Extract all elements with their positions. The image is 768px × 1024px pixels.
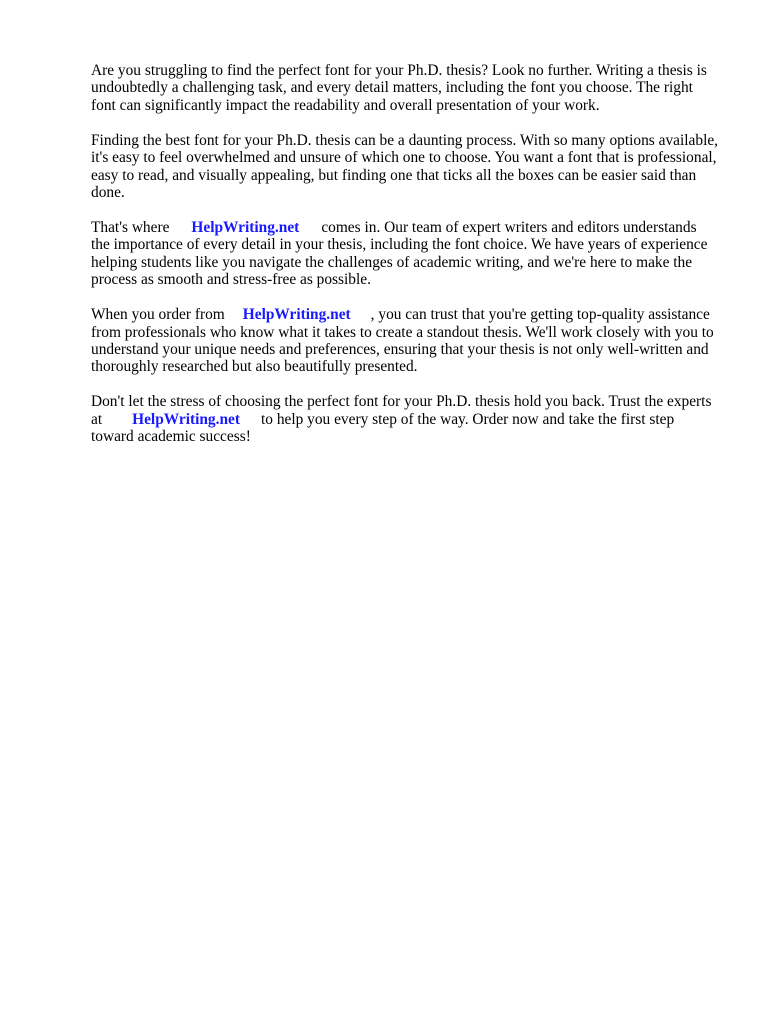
paragraph-finding-font-text: Finding the best font for your Ph.D. thesis can be a daunting process. With so many options available, it's easy to feel overwhelmed and unsure of which one to choose. You want a font that is professional, easy to read, and visually appealing, but finding one that ticks all the boxes can be easier said than done. xyxy=(91,131,719,202)
paragraph-order-from xyxy=(91,306,719,376)
paragraph-finding-font xyxy=(91,132,719,202)
paragraph-closing xyxy=(91,393,719,445)
helpwriting-link-2[interactable]: HelpWriting.net xyxy=(242,306,351,324)
paragraph-thats-where-lead: That's where xyxy=(91,219,170,237)
paragraph-closing-rest: to help you every step of the way. Order now and take the first step toward academic success! xyxy=(91,410,675,446)
paragraph-intro xyxy=(91,62,719,114)
helpwriting-link-1[interactable]: HelpWriting.net xyxy=(191,219,300,237)
paragraph-intro-text: Are you struggling to find the perfect font for your Ph.D. thesis? Look no further. Writing a thesis is undoubtedly a challenging task, and every detail matters, including the font you choose. The right font can significantly impact the readability and overall presentation of your work. xyxy=(91,62,707,114)
paragraph-order-from-lead: When you order from xyxy=(91,306,225,324)
document-body xyxy=(91,62,719,463)
paragraph-order-from-rest: , you can trust that you're getting top-quality assistance from professionals who know what it takes to create a standout thesis. We'll work closely with you to understand your unique needs and preferences, ensuring that your thesis is not only well-written and thoroughly researched but also beautifully presented. xyxy=(91,306,714,376)
paragraph-thats-where-rest: comes in. Our team of expert writers and editors understands the importance of every detail in your thesis, including the font choice. We have years of experience helping students like you navigate the challenges of academic writing, and we're here to make the process as smooth and stress-free as possible. xyxy=(91,219,708,289)
paragraph-closing-lead: Don't let the stress of choosing the perfect font for your Ph.D. thesis hold you back. Trust the experts at xyxy=(91,393,712,428)
paragraph-thats-where xyxy=(91,219,719,289)
helpwriting-link-3[interactable]: HelpWriting.net xyxy=(132,410,240,428)
